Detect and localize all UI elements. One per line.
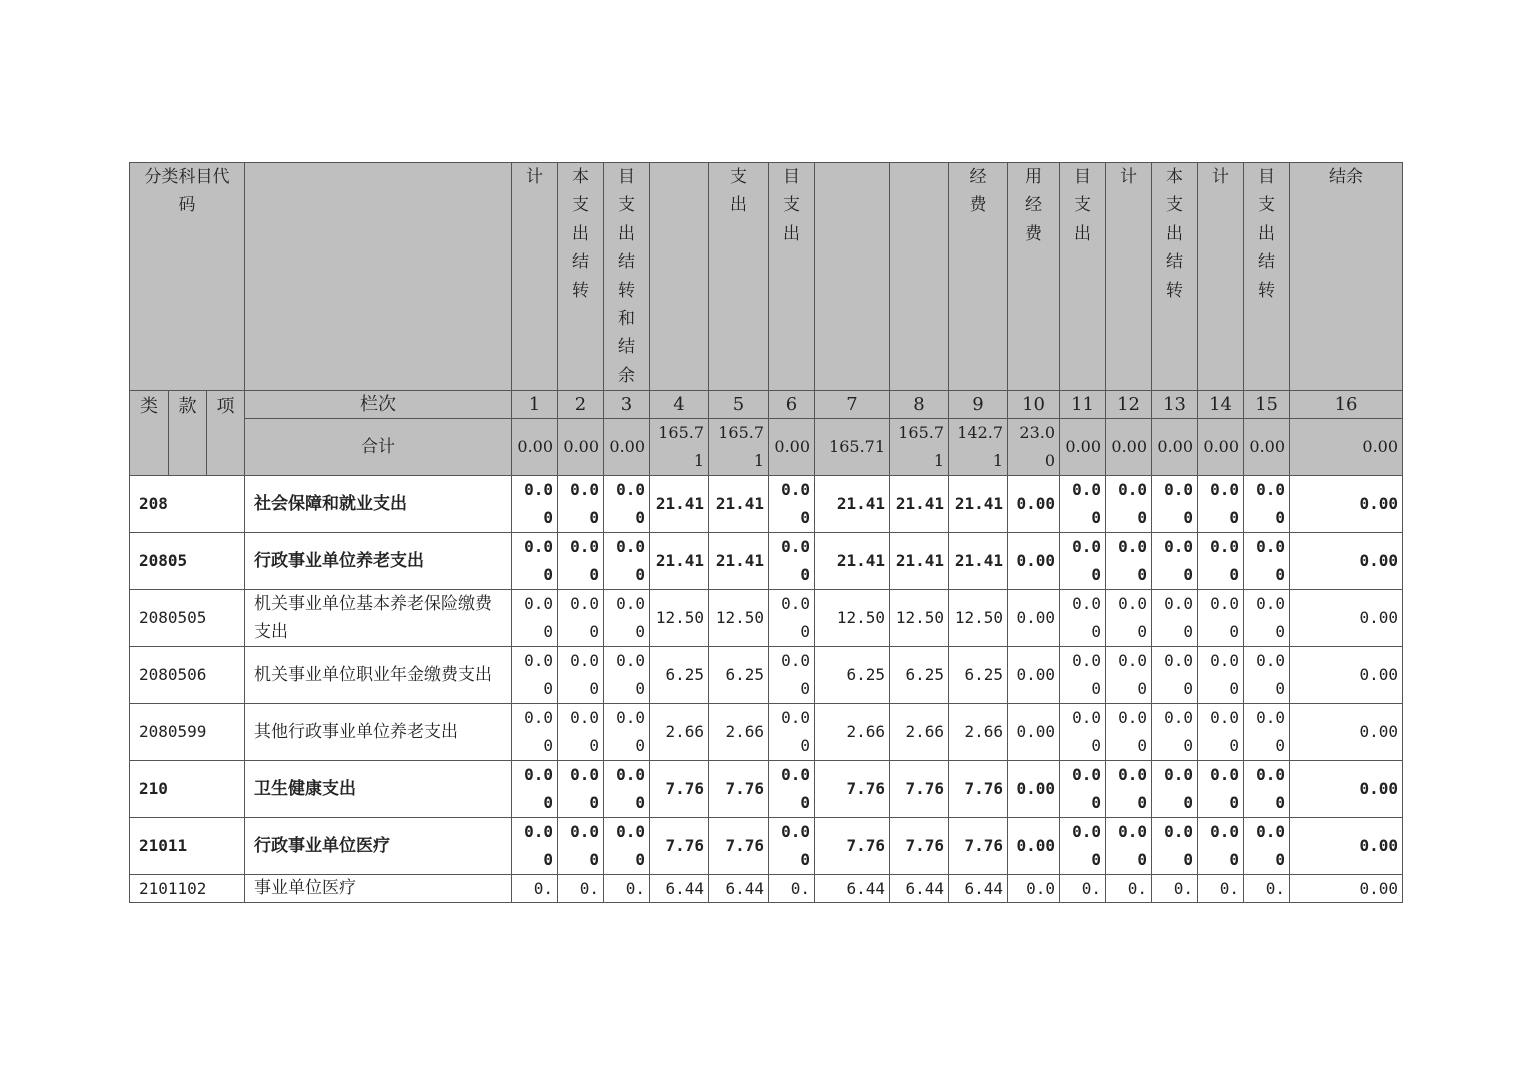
total-value-9: 142.71 — [949, 419, 1008, 476]
row-value-6: 0.00 — [769, 761, 815, 818]
row-value-6: 0.00 — [769, 590, 815, 647]
total-value-8: 165.71 — [890, 419, 949, 476]
col-title-3: 目支出结转和结余 — [604, 163, 650, 391]
lanci-number-11: 11 — [1060, 391, 1106, 419]
row-value-7: 6.25 — [815, 647, 890, 704]
row-value-9: 7.76 — [949, 761, 1008, 818]
row-value-13: 0.00 — [1152, 533, 1198, 590]
row-code: 20805 — [130, 533, 245, 590]
row-value-16: 0.00 — [1290, 590, 1403, 647]
kuan-header: 款 — [169, 391, 207, 476]
row-value-13: 0.00 — [1152, 590, 1198, 647]
row-value-9: 6.25 — [949, 647, 1008, 704]
row-name: 机关事业单位基本养老保险缴费支出 — [245, 590, 512, 647]
lanci-number-2: 2 — [558, 391, 604, 419]
total-value-14: 0.00 — [1198, 419, 1244, 476]
lei-header: 类 — [130, 391, 169, 476]
lanci-number-6: 6 — [769, 391, 815, 419]
row-value-12: 0.00 — [1106, 704, 1152, 761]
row-value-10: 0.00 — [1008, 818, 1060, 875]
row-value-14: 0.00 — [1198, 590, 1244, 647]
row-value-13: 0.00 — [1152, 647, 1198, 704]
total-value-3: 0.00 — [604, 419, 650, 476]
row-code: 208 — [130, 476, 245, 533]
row-value-4: 2.66 — [650, 704, 709, 761]
total-value-15: 0.00 — [1244, 419, 1290, 476]
row-value-4: 21.41 — [650, 476, 709, 533]
row-value-10: 0.00 — [1008, 761, 1060, 818]
row-value-16: 0.00 — [1290, 818, 1403, 875]
row-value-14: 0.00 — [1198, 476, 1244, 533]
row-value-12: 0.00 — [1106, 647, 1152, 704]
lanci-number-13: 13 — [1152, 391, 1198, 419]
col-title-8 — [890, 163, 949, 391]
lanci-number-12: 12 — [1106, 391, 1152, 419]
col-title-6: 目支出 — [769, 163, 815, 391]
row-value-13: 0. — [1152, 875, 1198, 903]
row-value-9: 7.76 — [949, 818, 1008, 875]
row-value-14: 0.00 — [1198, 704, 1244, 761]
row-value-14: 0.00 — [1198, 818, 1244, 875]
lanci-number-15: 15 — [1244, 391, 1290, 419]
row-value-14: 0.00 — [1198, 647, 1244, 704]
table-row — [130, 704, 1403, 761]
row-value-15: 0.00 — [1244, 647, 1290, 704]
row-value-8: 6.25 — [890, 647, 949, 704]
row-value-7: 21.41 — [815, 533, 890, 590]
row-value-8: 2.66 — [890, 704, 949, 761]
row-value-15: 0.00 — [1244, 590, 1290, 647]
total-value-1: 0.00 — [512, 419, 558, 476]
row-value-11: 0.00 — [1060, 590, 1106, 647]
row-value-1: 0.00 — [512, 818, 558, 875]
row-value-6: 0.00 — [769, 818, 815, 875]
total-value-6: 0.00 — [769, 419, 815, 476]
col-title-7 — [815, 163, 890, 391]
row-value-5: 6.25 — [709, 647, 769, 704]
row-value-7: 6.44 — [815, 875, 890, 903]
row-value-2: 0. — [558, 875, 604, 903]
row-value-12: 0.00 — [1106, 590, 1152, 647]
row-code: 2080506 — [130, 647, 245, 704]
row-value-14: 0.00 — [1198, 761, 1244, 818]
row-value-5: 7.76 — [709, 818, 769, 875]
row-name: 行政事业单位医疗 — [245, 818, 512, 875]
row-value-4: 6.44 — [650, 875, 709, 903]
row-value-2: 0.00 — [558, 476, 604, 533]
row-code: 2101102 — [130, 875, 245, 903]
row-value-9: 12.50 — [949, 590, 1008, 647]
row-value-2: 0.00 — [558, 704, 604, 761]
row-value-8: 21.41 — [890, 476, 949, 533]
row-value-4: 7.76 — [650, 761, 709, 818]
row-value-16: 0.00 — [1290, 875, 1403, 903]
row-code: 210 — [130, 761, 245, 818]
total-value-11: 0.00 — [1060, 419, 1106, 476]
row-value-7: 12.50 — [815, 590, 890, 647]
total-value-12: 0.00 — [1106, 419, 1152, 476]
row-name: 事业单位医疗 — [245, 875, 512, 903]
row-value-9: 21.41 — [949, 476, 1008, 533]
row-code: 2080599 — [130, 704, 245, 761]
row-value-7: 2.66 — [815, 704, 890, 761]
row-value-10: 0.00 — [1008, 476, 1060, 533]
row-value-9: 21.41 — [949, 533, 1008, 590]
lanci-number-9: 9 — [949, 391, 1008, 419]
row-name: 机关事业单位职业年金缴费支出 — [245, 647, 512, 704]
row-value-5: 7.76 — [709, 761, 769, 818]
row-value-10: 0.00 — [1008, 647, 1060, 704]
total-row — [130, 419, 1403, 476]
table-row — [130, 761, 1403, 818]
row-value-4: 7.76 — [650, 818, 709, 875]
row-value-15: 0. — [1244, 875, 1290, 903]
total-value-7: 165.71 — [815, 419, 890, 476]
row-value-11: 0.00 — [1060, 704, 1106, 761]
row-value-3: 0.00 — [604, 761, 650, 818]
lanci-row — [130, 391, 1403, 419]
row-name: 行政事业单位养老支出 — [245, 533, 512, 590]
lanci-number-14: 14 — [1198, 391, 1244, 419]
row-value-6: 0.00 — [769, 704, 815, 761]
row-value-1: 0.00 — [512, 704, 558, 761]
col-title-16: 结余 — [1290, 163, 1403, 391]
row-value-4: 6.25 — [650, 647, 709, 704]
row-value-13: 0.00 — [1152, 818, 1198, 875]
row-value-10: 0.0 — [1008, 875, 1060, 903]
row-value-16: 0.00 — [1290, 476, 1403, 533]
row-value-15: 0.00 — [1244, 476, 1290, 533]
lanci-number-16: 16 — [1290, 391, 1403, 419]
row-value-5: 6.44 — [709, 875, 769, 903]
row-value-11: 0.00 — [1060, 476, 1106, 533]
row-value-11: 0.00 — [1060, 818, 1106, 875]
total-value-2: 0.00 — [558, 419, 604, 476]
col-title-14: 计 — [1198, 163, 1244, 391]
row-value-2: 0.00 — [558, 761, 604, 818]
row-value-6: 0. — [769, 875, 815, 903]
total-value-4: 165.71 — [650, 419, 709, 476]
col-title-9: 经费 — [949, 163, 1008, 391]
row-value-7: 7.76 — [815, 818, 890, 875]
row-value-3: 0.00 — [604, 647, 650, 704]
lanci-number-10: 10 — [1008, 391, 1060, 419]
col-title-5: 支出 — [709, 163, 769, 391]
lanci-number-3: 3 — [604, 391, 650, 419]
total-value-16: 0.00 — [1290, 419, 1403, 476]
row-name: 卫生健康支出 — [245, 761, 512, 818]
row-value-8: 7.76 — [890, 761, 949, 818]
lanci-number-8: 8 — [890, 391, 949, 419]
table-row — [130, 476, 1403, 533]
table-row — [130, 533, 1403, 590]
row-name: 社会保障和就业支出 — [245, 476, 512, 533]
row-code: 2080505 — [130, 590, 245, 647]
table-row — [130, 875, 1403, 903]
table-row — [130, 590, 1403, 647]
row-value-1: 0.00 — [512, 761, 558, 818]
row-value-15: 0.00 — [1244, 761, 1290, 818]
row-value-5: 12.50 — [709, 590, 769, 647]
col-title-13: 本支出结转 — [1152, 163, 1198, 391]
budget-table — [129, 162, 1403, 903]
row-value-12: 0. — [1106, 875, 1152, 903]
row-value-3: 0.00 — [604, 704, 650, 761]
row-value-15: 0.00 — [1244, 533, 1290, 590]
row-value-14: 0. — [1198, 875, 1244, 903]
row-value-10: 0.00 — [1008, 704, 1060, 761]
row-value-8: 6.44 — [890, 875, 949, 903]
lanci-number-7: 7 — [815, 391, 890, 419]
row-value-16: 0.00 — [1290, 704, 1403, 761]
row-name: 其他行政事业单位养老支出 — [245, 704, 512, 761]
row-value-1: 0. — [512, 875, 558, 903]
row-value-9: 2.66 — [949, 704, 1008, 761]
row-value-2: 0.00 — [558, 647, 604, 704]
row-value-5: 21.41 — [709, 533, 769, 590]
row-value-12: 0.00 — [1106, 476, 1152, 533]
total-label: 合计 — [245, 419, 512, 476]
row-value-3: 0. — [604, 875, 650, 903]
row-value-11: 0. — [1060, 875, 1106, 903]
row-value-3: 0.00 — [604, 533, 650, 590]
row-value-6: 0.00 — [769, 647, 815, 704]
total-value-13: 0.00 — [1152, 419, 1198, 476]
row-value-12: 0.00 — [1106, 761, 1152, 818]
row-value-12: 0.00 — [1106, 818, 1152, 875]
row-value-10: 0.00 — [1008, 590, 1060, 647]
name-title-blank — [245, 163, 512, 391]
lanci-label: 栏次 — [245, 391, 512, 419]
row-value-5: 2.66 — [709, 704, 769, 761]
table-row — [130, 647, 1403, 704]
col-title-2: 本支出结转 — [558, 163, 604, 391]
row-value-3: 0.00 — [604, 476, 650, 533]
lanci-number-1: 1 — [512, 391, 558, 419]
row-value-4: 21.41 — [650, 533, 709, 590]
row-value-6: 0.00 — [769, 476, 815, 533]
col-title-15: 目支出结转 — [1244, 163, 1290, 391]
row-value-1: 0.00 — [512, 590, 558, 647]
row-value-5: 21.41 — [709, 476, 769, 533]
row-value-13: 0.00 — [1152, 761, 1198, 818]
row-value-3: 0.00 — [604, 590, 650, 647]
xiang-header: 项 — [207, 391, 245, 476]
row-value-16: 0.00 — [1290, 761, 1403, 818]
col-title-12: 计 — [1106, 163, 1152, 391]
total-value-5: 165.71 — [709, 419, 769, 476]
code-title: 分类科目代码 — [130, 163, 245, 391]
row-value-16: 0.00 — [1290, 647, 1403, 704]
row-value-2: 0.00 — [558, 590, 604, 647]
col-title-1: 计 — [512, 163, 558, 391]
col-title-11: 目支出 — [1060, 163, 1106, 391]
row-value-11: 0.00 — [1060, 533, 1106, 590]
row-value-11: 0.00 — [1060, 647, 1106, 704]
row-value-2: 0.00 — [558, 533, 604, 590]
row-value-8: 21.41 — [890, 533, 949, 590]
row-value-3: 0.00 — [604, 818, 650, 875]
row-value-2: 0.00 — [558, 818, 604, 875]
row-value-6: 0.00 — [769, 533, 815, 590]
col-title-4 — [650, 163, 709, 391]
row-value-14: 0.00 — [1198, 533, 1244, 590]
row-value-15: 0.00 — [1244, 704, 1290, 761]
row-value-13: 0.00 — [1152, 704, 1198, 761]
row-value-4: 12.50 — [650, 590, 709, 647]
row-value-10: 0.00 — [1008, 533, 1060, 590]
col-title-10: 用经费 — [1008, 163, 1060, 391]
row-value-8: 7.76 — [890, 818, 949, 875]
row-value-15: 0.00 — [1244, 818, 1290, 875]
row-value-1: 0.00 — [512, 476, 558, 533]
header-row — [130, 163, 1403, 391]
row-value-16: 0.00 — [1290, 533, 1403, 590]
row-value-9: 6.44 — [949, 875, 1008, 903]
row-code: 21011 — [130, 818, 245, 875]
row-value-7: 21.41 — [815, 476, 890, 533]
row-value-1: 0.00 — [512, 647, 558, 704]
row-value-7: 7.76 — [815, 761, 890, 818]
lanci-number-5: 5 — [709, 391, 769, 419]
row-value-13: 0.00 — [1152, 476, 1198, 533]
row-value-11: 0.00 — [1060, 761, 1106, 818]
row-value-8: 12.50 — [890, 590, 949, 647]
total-value-10: 23.00 — [1008, 419, 1060, 476]
row-value-12: 0.00 — [1106, 533, 1152, 590]
table-row — [130, 818, 1403, 875]
lanci-number-4: 4 — [650, 391, 709, 419]
row-value-1: 0.00 — [512, 533, 558, 590]
